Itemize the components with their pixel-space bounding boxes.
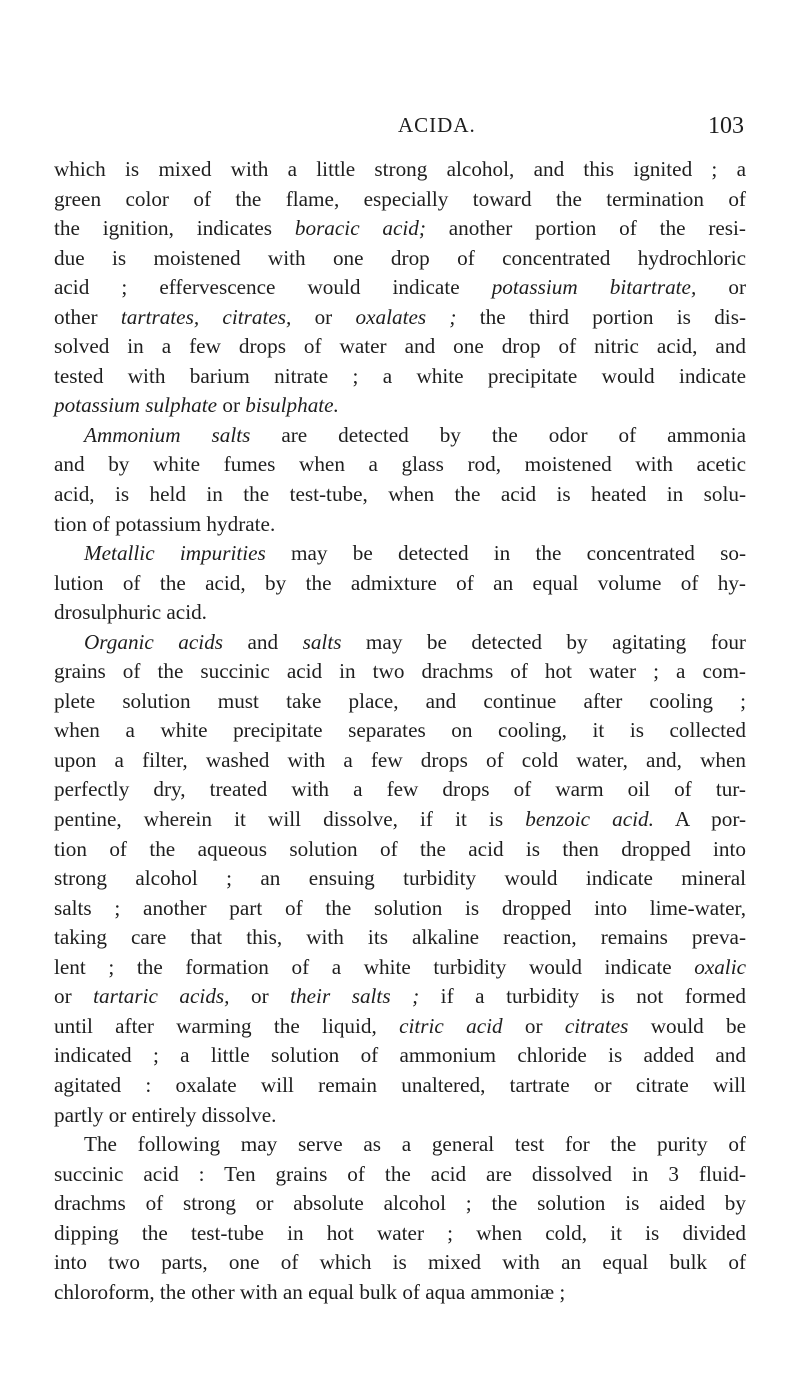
text-run: drosulphuric acid. — [54, 600, 207, 625]
text-run: upon a filter, washed with a few drops of cold water, and, when — [54, 747, 746, 772]
text-run: acid ; effervescence would indicate — [54, 275, 492, 300]
text-line — [54, 244, 746, 274]
text-run: lution of the acid, by the admixture of an equal volume of hy- — [54, 570, 746, 595]
text-run: which is mixed with a little strong alcohol, and this ignited ; a — [54, 157, 746, 181]
italic-term: oxalic — [694, 954, 746, 979]
text-line — [54, 598, 746, 628]
text-run: taking care that this, with its alkaline reaction, remains preva- — [54, 925, 746, 950]
text-run: drachms of strong or absolute alcohol ; the solution is aided by — [54, 1191, 746, 1216]
text-line — [54, 421, 746, 451]
text-line — [54, 1189, 746, 1219]
text-run: are detected by the odor of ammonia — [250, 422, 746, 447]
text-run: or — [696, 275, 747, 300]
text-run: succinic acid : Ten grains of the acid are dissolved in 3 fluid- — [54, 1161, 746, 1186]
text-run: the ignition, indicates — [54, 216, 295, 241]
page-number: 103 — [708, 113, 744, 139]
text-run: A por- — [653, 807, 747, 832]
text-line — [54, 746, 746, 776]
italic-term: Ammonium salts — [84, 422, 251, 447]
text-line — [54, 1248, 746, 1278]
text-line — [54, 539, 746, 569]
text-line — [54, 775, 746, 805]
italic-term: benzoic acid. — [525, 807, 654, 832]
text-line — [54, 687, 746, 717]
text-run: solved in a few drops of water and one drop of nitric acid, and — [54, 334, 746, 359]
text-line — [54, 273, 746, 303]
text-line — [54, 953, 746, 983]
text-line — [54, 894, 746, 924]
text-run: would be — [628, 1013, 747, 1038]
italic-term: citrates — [564, 1013, 629, 1038]
text-line — [54, 864, 746, 894]
text-line — [54, 450, 746, 480]
text-run: other — [54, 304, 121, 329]
text-line — [54, 569, 746, 599]
text-run: tested with barium nitrate ; a white precipitate would indicate — [54, 363, 746, 388]
body-text — [54, 155, 746, 1307]
text-run: or — [217, 393, 246, 418]
text-line — [54, 982, 746, 1012]
text-run: or — [54, 984, 94, 1009]
text-line — [54, 362, 746, 392]
running-head — [54, 113, 744, 143]
text-run: may be detected by agitating four — [341, 629, 746, 654]
text-line — [54, 805, 746, 835]
text-line — [54, 391, 746, 421]
text-run: The following may serve as a general test for the purity of — [84, 1132, 746, 1157]
text-run: when a white precipitate separates on cooling, it is collected — [54, 718, 746, 743]
text-line — [54, 155, 746, 185]
italic-term: boracic acid; — [294, 216, 426, 241]
italic-term: Organic acids — [84, 629, 224, 654]
text-line — [54, 185, 746, 215]
text-run: or — [291, 304, 356, 329]
text-run: chloroform, the other with an equal bulk of aqua ammoniæ ; — [54, 1279, 566, 1304]
text-run: if a turbidity is not formed — [419, 984, 747, 1009]
italic-term: their salts ; — [290, 984, 420, 1009]
text-line — [54, 214, 746, 244]
text-run: agitated : oxalate will remain unaltered, tartrate or citrate will — [54, 1072, 746, 1097]
text-run: may be detected in the concentrated so- — [265, 541, 746, 566]
italic-term: tartaric acids, — [93, 984, 230, 1009]
italic-term: citric acid — [399, 1013, 503, 1038]
text-line — [54, 1041, 746, 1071]
text-run: green color of the flame, especially toward the termination of — [54, 186, 746, 211]
text-run: the third portion is dis- — [456, 304, 746, 329]
text-run: until after warming the liquid, — [54, 1013, 400, 1038]
text-run: pentine, wherein it will dissolve, if it is — [54, 807, 526, 832]
text-line — [54, 1278, 746, 1308]
italic-term: tartrates, citrates, — [120, 304, 292, 329]
text-line — [54, 332, 746, 362]
text-line — [54, 1219, 746, 1249]
italic-term: Metallic impurities — [84, 541, 266, 566]
text-run: salts ; another part of the solution is dropped into lime-water, — [54, 895, 746, 920]
text-run: dipping the test-tube in hot water ; when cold, it is divided — [54, 1220, 746, 1245]
italic-term: salts — [302, 629, 342, 654]
text-line — [54, 510, 746, 540]
text-run: due is moistened with one drop of concentrated hydrochloric — [54, 245, 746, 270]
text-line — [54, 480, 746, 510]
text-run: tion of potassium hydrate. — [54, 511, 276, 536]
text-line — [54, 657, 746, 687]
text-run: plete solution must take place, and continue after cooling ; — [54, 688, 746, 713]
text-run: indicated ; a little solution of ammonium chloride is added and — [54, 1043, 746, 1068]
text-run: or — [229, 984, 291, 1009]
text-run: partly or entirely dissolve. — [54, 1102, 277, 1127]
text-line — [54, 835, 746, 865]
text-line — [54, 1012, 746, 1042]
text-run: tion of the aqueous solution of the acid is then dropped into — [54, 836, 746, 861]
text-run: perfectly dry, treated with a few drops of warm oil of tur- — [54, 777, 746, 802]
italic-term: potassium sulphate — [54, 393, 218, 418]
text-run: strong alcohol ; an ensuing turbidity would indicate mineral — [54, 866, 746, 891]
text-line — [54, 923, 746, 953]
text-run: or — [502, 1013, 565, 1038]
text-run: grains of the succinic acid in two drachms of hot water ; a com- — [54, 659, 746, 684]
text-line — [54, 1130, 746, 1160]
text-line — [54, 303, 746, 333]
text-run: another portion of the resi- — [425, 216, 746, 241]
italic-term: potassium bitartrate, — [491, 275, 697, 300]
text-run: lent ; the formation of a white turbidity would indicate — [54, 954, 695, 979]
text-line — [54, 1160, 746, 1190]
italic-term: bisulphate. — [245, 393, 339, 418]
text-run: into two parts, one of which is mixed with an equal bulk of — [54, 1250, 746, 1275]
text-run: acid, is held in the test-tube, when the acid is heated in solu- — [54, 482, 746, 507]
text-line — [54, 716, 746, 746]
text-run: and — [223, 629, 303, 654]
text-run: and by white fumes when a glass rod, moistened with acetic — [54, 452, 746, 477]
italic-term: oxalates ; — [355, 304, 457, 329]
text-line — [54, 628, 746, 658]
text-line — [54, 1101, 746, 1131]
text-line — [54, 1071, 746, 1101]
running-head-title: ACIDA. — [398, 113, 476, 137]
